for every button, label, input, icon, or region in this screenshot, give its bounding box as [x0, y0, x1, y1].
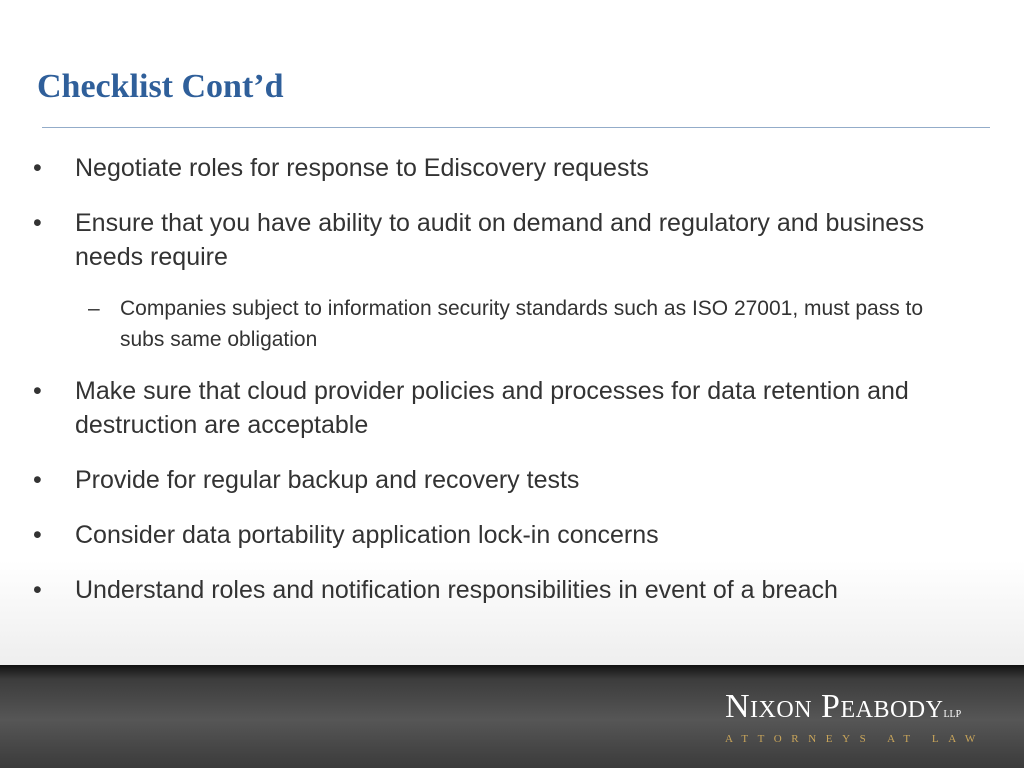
bullet-marker: •: [33, 466, 42, 494]
bullet-text: Provide for regular backup and recovery tests: [75, 466, 580, 494]
logo-suffix: LLP: [943, 709, 962, 720]
sub-bullet-marker: –: [88, 297, 100, 320]
sub-bullet-item: [0, 293, 1000, 355]
bullet-text: Make sure that cloud provider policies and processes for data retention and destruction are acceptable: [75, 377, 909, 439]
bullet-item: [0, 206, 1000, 274]
bullet-marker: •: [33, 521, 42, 549]
bullet-marker: •: [33, 377, 42, 405]
slide-title: Checklist Cont’d: [37, 68, 284, 105]
footer-bar: [0, 665, 1024, 768]
sub-bullet-text: Companies subject to information security standards such as ISO 27001, must pass to subs same obligation: [120, 297, 924, 351]
logo-name: Nixon Peabody: [725, 688, 944, 725]
bullet-text: Understand roles and notification responsibilities in event of a breach: [75, 576, 838, 604]
bullet-item: [0, 374, 1000, 442]
bullet-item: [0, 151, 1000, 185]
bullet-text: Consider data portability application lock-in concerns: [75, 521, 659, 549]
bullet-marker: •: [33, 576, 42, 604]
logo-wordmark: [725, 689, 1005, 733]
bullet-marker: •: [33, 209, 42, 237]
firm-logo: [725, 689, 1005, 745]
bullet-text: Ensure that you have ability to audit on demand and regulatory and business needs require: [75, 209, 925, 271]
bullet-item: [0, 463, 1000, 497]
logo-tagline: ATTORNEYS AT LAW: [725, 733, 985, 745]
title-divider: [42, 127, 990, 128]
bullet-item: [0, 518, 1000, 552]
bullet-marker: •: [33, 154, 42, 182]
bullet-item: [0, 573, 1000, 607]
bullet-text: Negotiate roles for response to Ediscovery requests: [75, 154, 649, 182]
